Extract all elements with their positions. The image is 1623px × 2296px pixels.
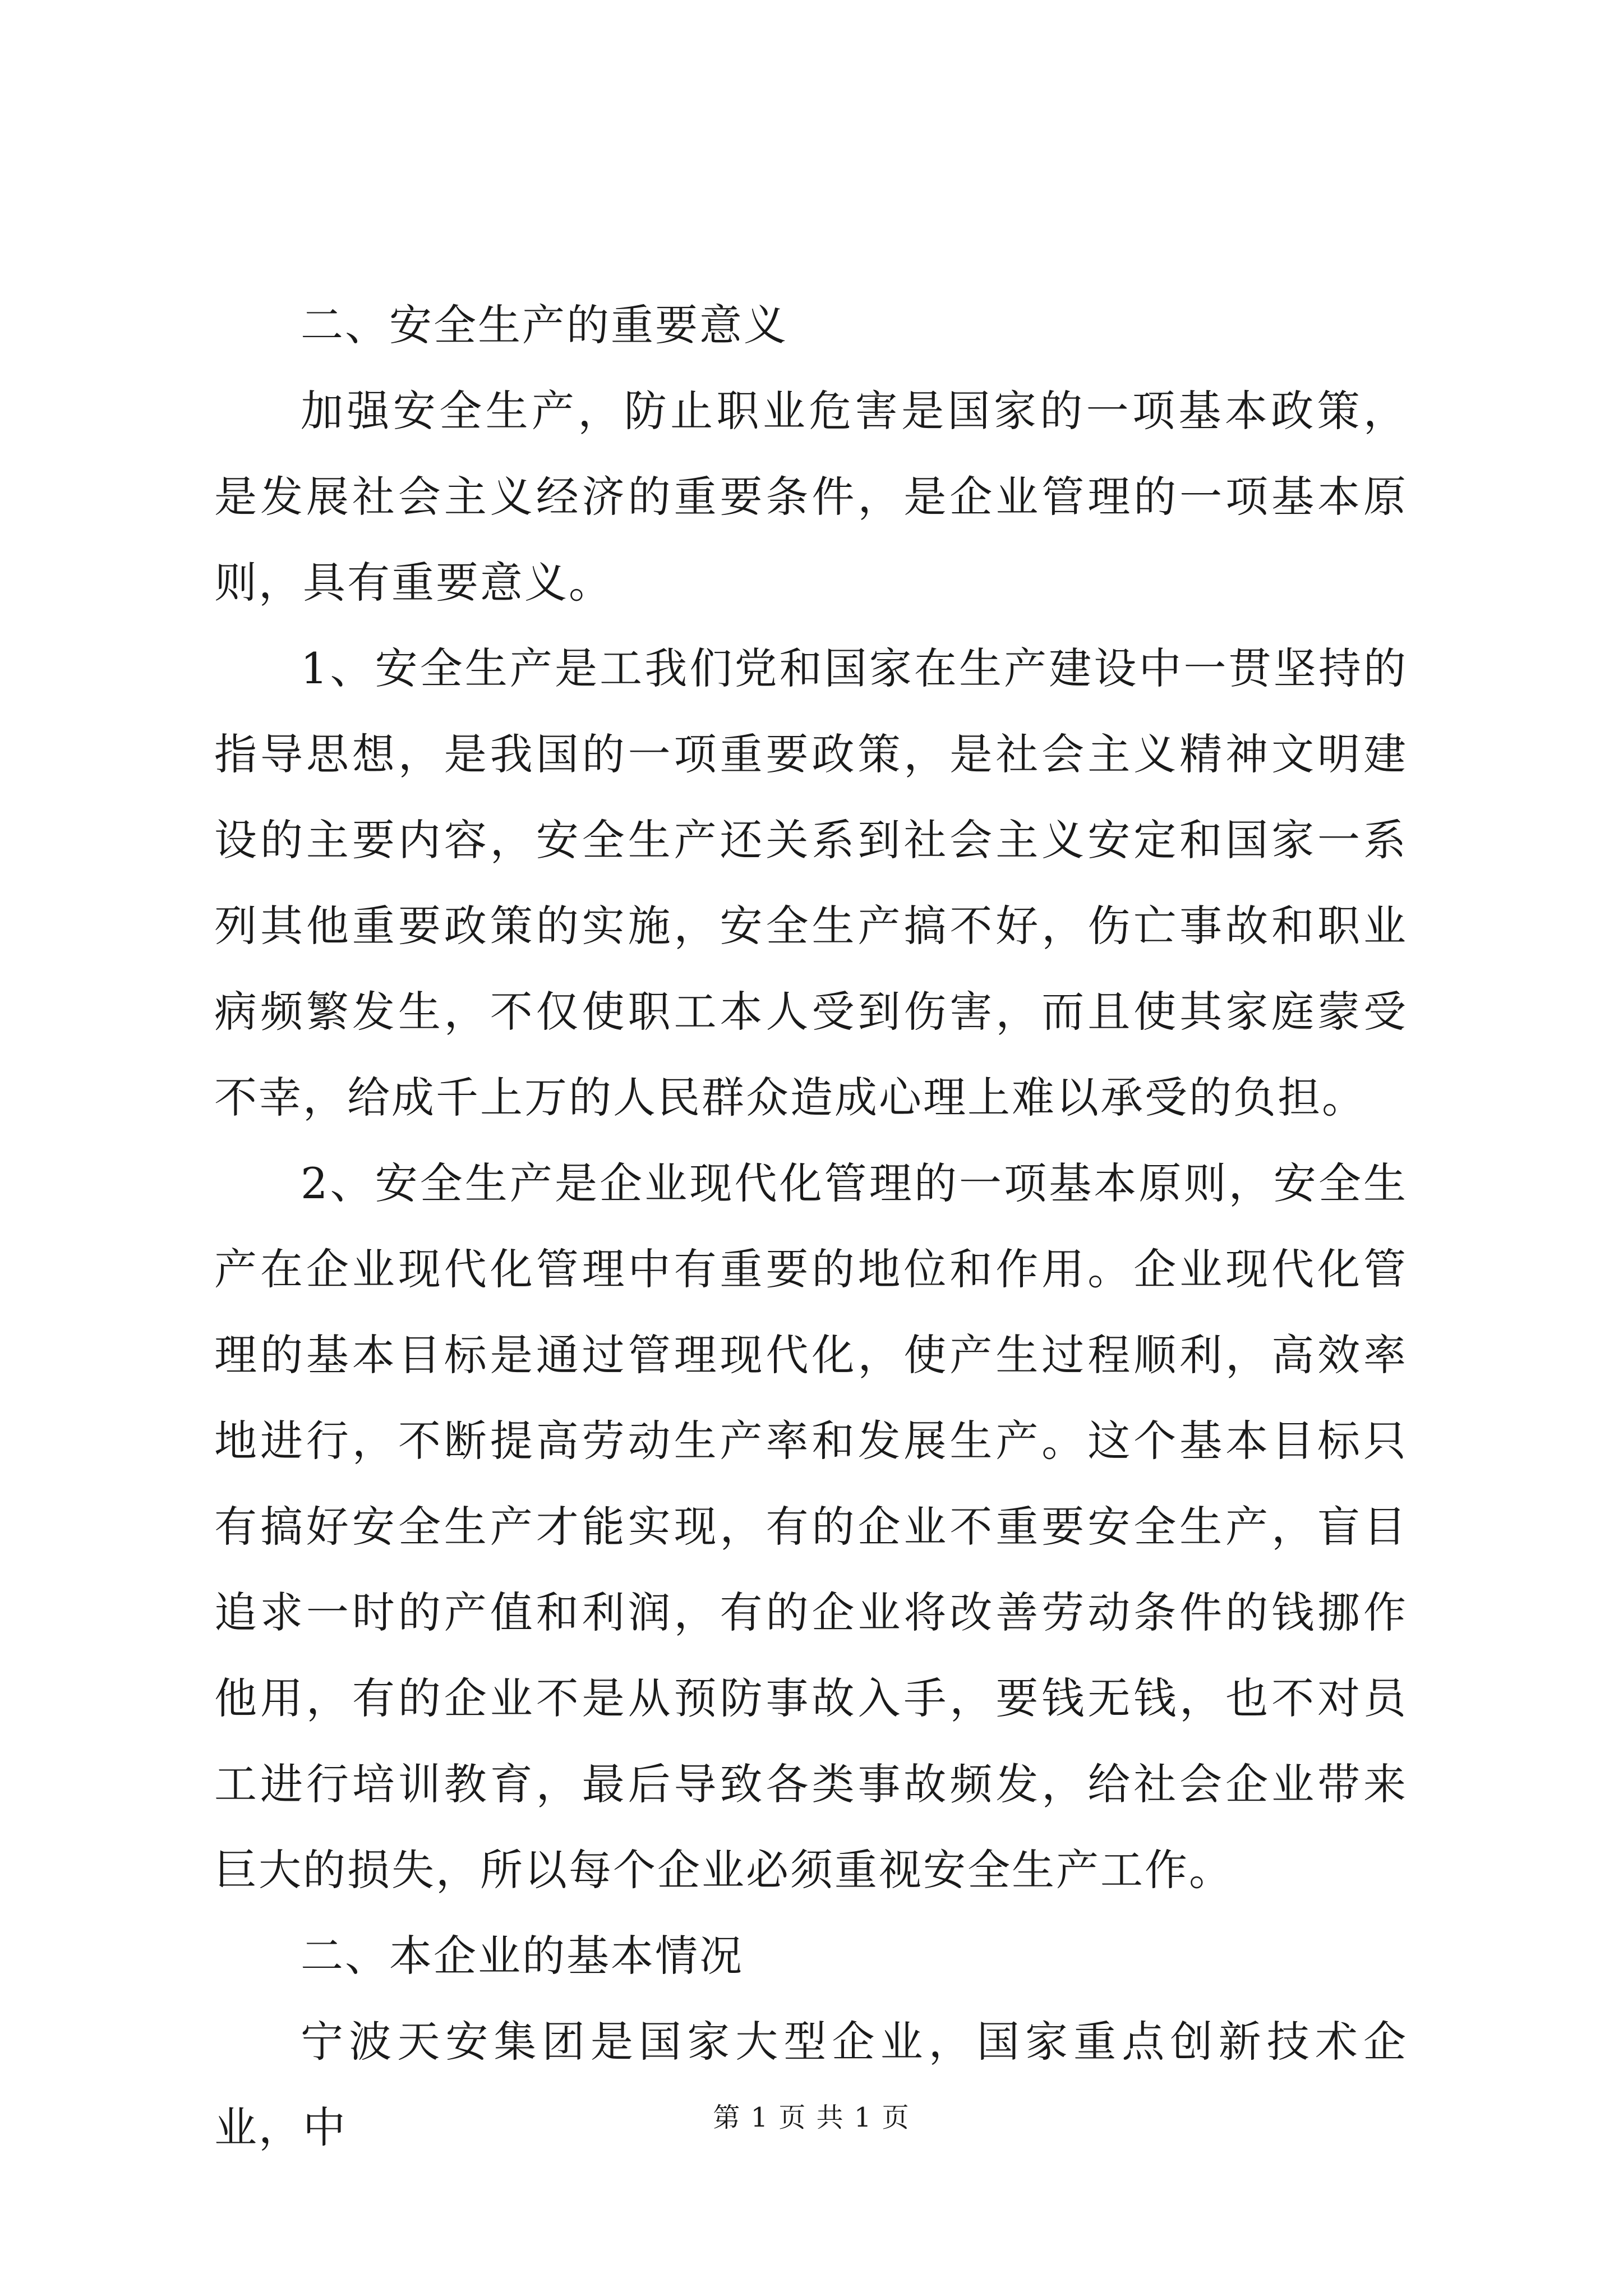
section-heading-importance: 二、安全生产的重要意义 <box>301 300 788 350</box>
document-body <box>214 282 1408 2170</box>
paragraph-point-1: 1、安全生产是工我们党和国家在生产建设中一贯坚持的指导思想，是我国的一项重要政策，是社会主义精神文明建设的主要内容，安全生产还关系到社会主义安定和国家一系列其他重要政策的实施，安全生产搞不好，伤亡事故和职业病频繁发生，不仅使职工本人受到伤害，而且使其家庭蒙受不幸，给成千上万的人民群众造成心理上难以承受的负担。 <box>214 643 1408 1122</box>
paragraph-company: 宁波天安集团是国家大型企业，国家重点创新技术企业，中 <box>214 2017 1408 2152</box>
paragraph-intro: 加强安全生产，防止职业危害是国家的一项基本政策，是发展社会主义经济的重要条件，是企业管理的一项基本原则，具有重要意义。 <box>214 386 1408 608</box>
page-footer: 第 1 页 共 1 页 <box>713 2102 910 2133</box>
paragraph-point-2: 2、安全生产是企业现代化管理的一项基本原则，安全生产在企业现代化管理中有重要的地位和作用。企业现代化管理的基本目标是通过管理现代化，使产生过程顺利，高效率地进行，不断提高劳动生产率和发展生产。这个基本目标只有搞好安全生产才能实现，有的企业不重要安全生产，盲目追求一时的产值和利润，有的企业将改善劳动条件的钱挪作他用，有的企业不是从预防事故入手，要钱无钱，也不对员工进行培训教育，最后导致各类事故频发，给社会企业带来巨大的损失，所以每个企业必须重视安全生产工作。 <box>214 1158 1408 1895</box>
section-heading-company: 二、本企业的基本情况 <box>301 1931 744 1981</box>
